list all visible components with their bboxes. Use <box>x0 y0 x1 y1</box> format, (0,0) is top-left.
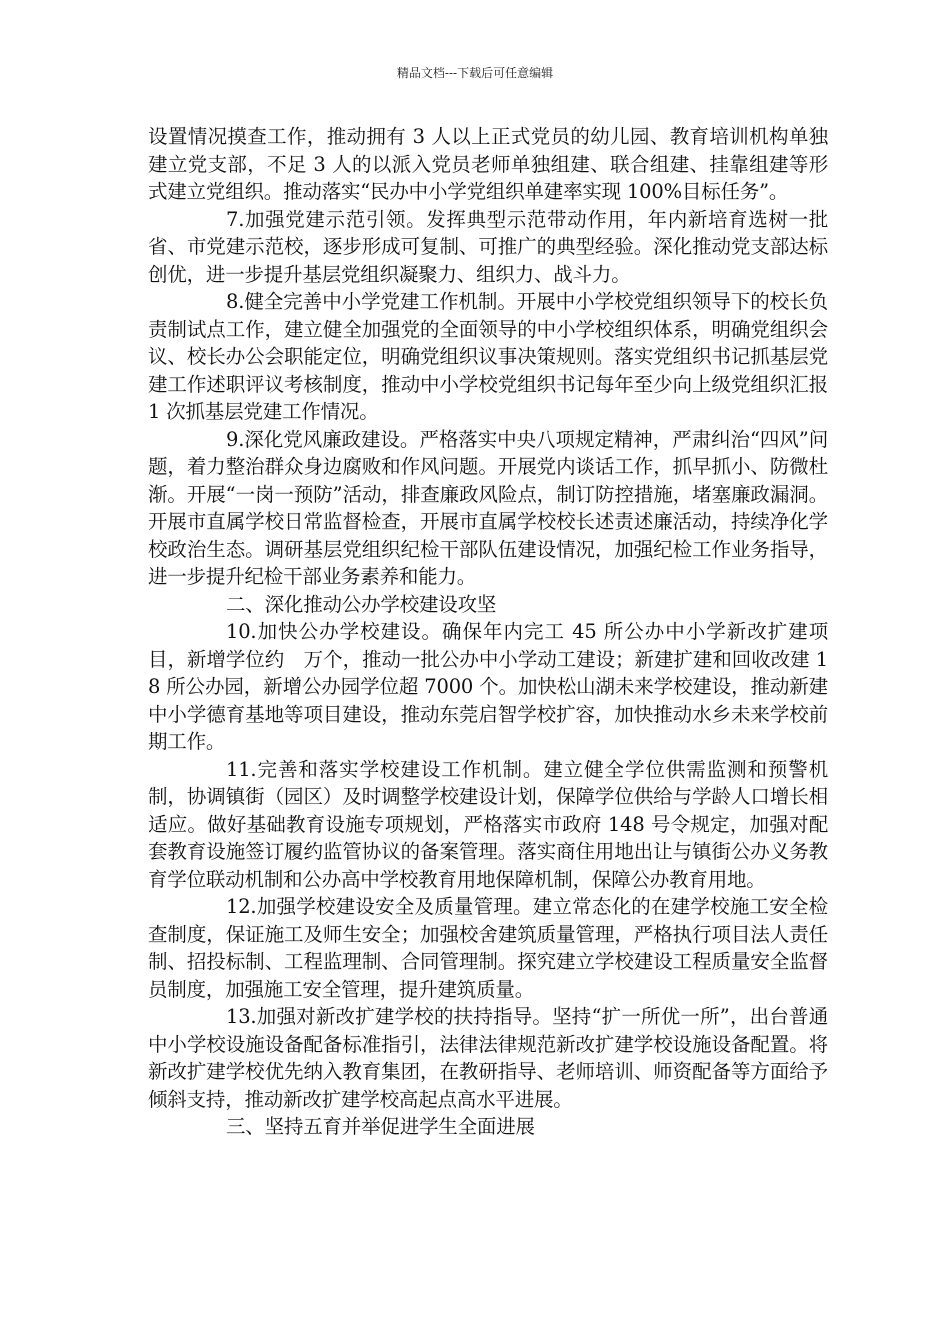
section-heading: 三、坚持五育并举促进学生全面进展 <box>226 1115 535 1138</box>
document-body <box>148 123 828 1141</box>
paragraph: 13.加强对新改扩建学校的扶持指导。坚持“扩一所优一所”，出台普通中小学校设施设备配备标准指引，法律法律规范新改扩建学校设施设备配置。将新改扩建学校优先纳入教育集团，在教研指导、老师培训、师资配备等方面给予倾斜支持，推动新改扩建学校高起点高水平进展。 <box>148 1005 828 1111</box>
paragraph: 7.加强党建示范引领。发挥典型示范带动作用，年内新培育选树一批省、市党建示范校，逐步形成可复制、可推广的典型经验。深化推动党支部达标创优，进一步提升基层党组织凝聚力、组织力、战斗力。 <box>148 207 828 286</box>
paragraph: 11.完善和落实学校建设工作机制。建立健全学位供需监测和预警机制，协调镇街（园区）及时调整学校建设计划，保障学位供给与学龄人口增长相适应。做好基础教育设施专项规划，严格落实市政府 148 号令规定，加强对配套教育设施签订履约监管协议的备案管理。落实商住用地出让与镇街公办义务教育学位联动机制和公办高中学校教育用地保障机制，保障公办教育用地。 <box>148 757 828 891</box>
paragraph: 9.深化党风廉政建设。严格落实中央八项规定精神，严肃纠治“四风”问题，着力整治群众身边腐败和作风问题。开展党内谈话工作，抓早抓小、防微杜渐。开展“一岗一预防”活动，排查廉政风险点，制订防控措施，堵塞廉政漏洞。开展市直属学校日常监督检查，开展市直属学校校长述责述廉活动，持续净化学校政治生态。调研基层党组织纪检干部队伍建设情况，加强纪检工作业务指导，进一步提升纪检干部业务素养和能力。 <box>148 427 828 588</box>
paragraph: 10.加快公办学校建设。确保年内完工 45 所公办中小学新改扩建项目，新增学位约 万个，推动一批公办中小学动工建设；新建扩建和回收改建 18 所公办园，新增公办园学位超 7000 个。加快松山湖未来学校建设，推动新建中小学德育基地等项目建设，推动东莞启智学校扩容，加快推动水乡未来学校前期工作。 <box>148 620 828 753</box>
paragraph: 设置情况摸查工作，推动拥有 3 人以上正式党员的幼儿园、教育培训机构单独建立党支部，不足 3 人的以派入党员老师单独组建、联合组建、挂靠组建等形式建立党组织。推动落实“民办中小学党组织单建率实现 100%目标任务”。 <box>148 125 828 203</box>
section-heading: 二、深化推动公办学校建设攻坚 <box>226 592 497 616</box>
paragraph: 12.加强学校建设安全及质量管理。建立常态化的在建学校施工安全检查制度，保证施工及师生安全；加强校舍建筑质量管理，严格执行项目法人责任制、招投标制、工程监理制、合同管理制。探究建立学校建设工程质量安全监督员制度，加强施工安全管理，提升建筑质量。 <box>148 895 828 1001</box>
paragraph: 8.健全完善中小学党建工作机制。开展中小学校党组织领导下的校长负责制试点工作，建立健全加强党的全面领导的中小学校组织体系，明确党组织会议、校长办公会职能定位，明确党组织议事决策规则。落实党组织书记抓基层党建工作述职评议考核制度，推动中小学校党组织书记每年至少向上级党组织汇报 1 次抓基层党建工作情况。 <box>148 290 828 423</box>
page-header: 精品文档---下载后可任意编辑 <box>396 66 554 80</box>
